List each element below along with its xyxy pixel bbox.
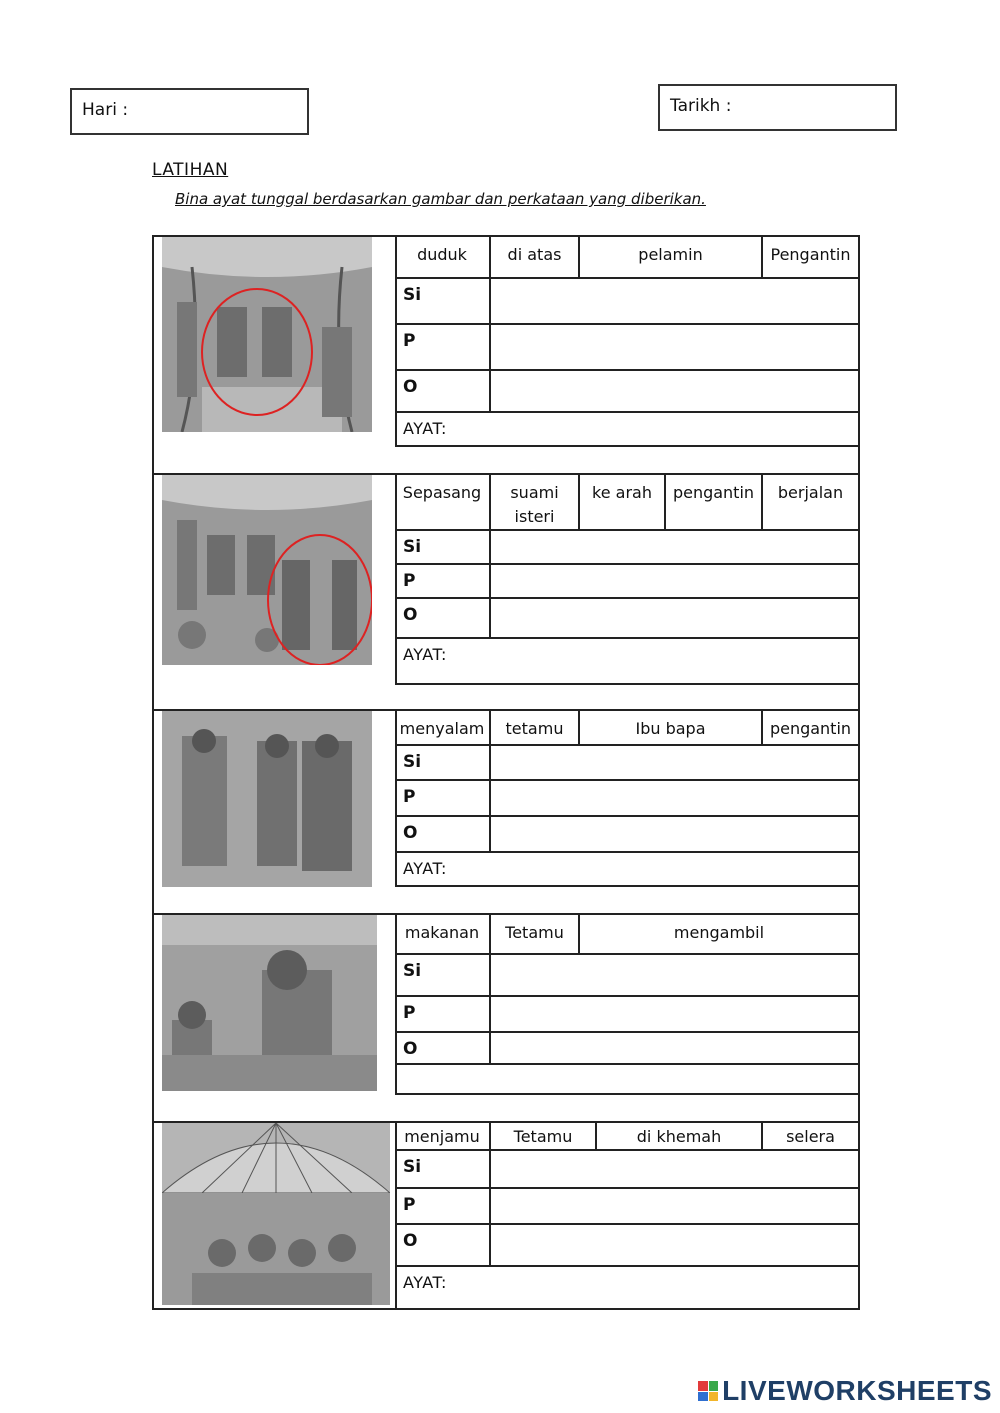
word-chip[interactable]: berjalan <box>777 483 844 502</box>
word-chip[interactable]: makanan <box>395 915 491 953</box>
p-row <box>395 781 858 817</box>
ayat-row[interactable] <box>395 1267 858 1310</box>
logo-icon <box>698 1381 718 1401</box>
p-answer-field[interactable] <box>491 1189 858 1223</box>
o-label: O <box>395 1033 491 1063</box>
p-row <box>395 565 858 599</box>
word-chip[interactable]: Tetamu <box>491 1123 597 1149</box>
si-label: Si <box>395 531 491 563</box>
picture-taking-food <box>162 915 377 1091</box>
o-answer-field[interactable] <box>491 1225 858 1265</box>
ayat-label: AYAT: <box>403 1273 447 1292</box>
si-answer-field[interactable] <box>491 1151 858 1187</box>
o-answer-field[interactable] <box>491 817 858 851</box>
si-answer-field[interactable] <box>491 955 858 995</box>
o-answer-field[interactable] <box>491 1033 858 1063</box>
hari-label: Hari : <box>82 100 129 120</box>
p-row <box>395 1189 858 1225</box>
word-chip[interactable]: Ibu bapa <box>580 711 763 744</box>
ayat-row[interactable] <box>395 853 858 887</box>
word-chip[interactable]: pelamin <box>580 237 763 277</box>
o-row <box>395 1225 858 1267</box>
word-chip[interactable]: selera <box>786 1127 835 1146</box>
exercise-5 <box>154 1123 858 1310</box>
o-label: O <box>395 371 491 411</box>
ayat-label: AYAT: <box>403 419 447 438</box>
word-chip[interactable]: suami isteri <box>491 475 580 529</box>
o-label: O <box>395 599 491 637</box>
ayat-row[interactable] <box>395 1065 858 1095</box>
word-chip[interactable]: di khemah <box>597 1123 763 1149</box>
picture-handshake <box>162 711 372 887</box>
si-row <box>395 955 858 997</box>
si-label: Si <box>395 955 491 995</box>
word-bank-row <box>395 711 858 746</box>
o-answer-field[interactable] <box>491 371 858 411</box>
si-label: Si <box>395 1151 491 1187</box>
exercise-4 <box>154 915 858 1095</box>
word-bank-row <box>395 915 858 955</box>
si-row <box>395 531 858 565</box>
p-answer-field[interactable] <box>491 565 858 597</box>
separator-row <box>154 1095 858 1123</box>
picture-tent-feast <box>162 1123 390 1305</box>
word-bank-row <box>395 1123 858 1151</box>
si-label: Si <box>395 279 491 323</box>
si-row <box>395 279 858 325</box>
o-row <box>395 817 858 853</box>
instruction-text: Bina ayat tunggal berdasarkan gambar dan perkataan yang diberikan. <box>175 190 706 208</box>
si-label: Si <box>395 746 491 779</box>
worksheet-table <box>152 235 860 1310</box>
o-row <box>395 1033 858 1065</box>
p-answer-field[interactable] <box>491 781 858 815</box>
word-bank-row <box>395 237 858 279</box>
word-chip[interactable]: mengambil <box>673 923 765 942</box>
word-chip[interactable]: duduk <box>395 237 491 277</box>
ayat-label: AYAT: <box>403 645 447 664</box>
word-chip[interactable]: di atas <box>491 237 580 277</box>
ayat-label: AYAT: <box>403 859 447 878</box>
exercise-2 <box>154 475 858 685</box>
o-row <box>395 371 858 413</box>
page-title: LATIHAN <box>152 160 229 180</box>
si-answer-field[interactable] <box>491 279 858 323</box>
word-bank-row <box>395 475 858 531</box>
liveworksheets-logo[interactable] <box>698 1373 992 1409</box>
si-answer-field[interactable] <box>491 746 858 779</box>
exercise-3 <box>154 711 858 887</box>
ayat-row[interactable] <box>395 639 858 685</box>
hari-field[interactable] <box>70 88 309 135</box>
separator-row <box>154 685 858 711</box>
p-label: P <box>395 997 491 1031</box>
o-answer-field[interactable] <box>491 599 858 637</box>
separator-row <box>154 887 858 915</box>
p-label: P <box>395 1189 491 1223</box>
p-label: P <box>395 565 491 597</box>
brand-name: LIVEWORKSHEETS <box>722 1375 992 1406</box>
si-row <box>395 746 858 781</box>
o-row <box>395 599 858 639</box>
p-label: P <box>395 325 491 369</box>
o-label: O <box>395 1225 491 1265</box>
p-label: P <box>395 781 491 815</box>
p-answer-field[interactable] <box>491 997 858 1031</box>
word-chip[interactable]: menjamu <box>395 1123 491 1149</box>
si-answer-field[interactable] <box>491 531 858 563</box>
tarikh-label: Tarikh : <box>670 96 732 116</box>
word-chip[interactable]: tetamu <box>491 711 580 744</box>
word-chip[interactable]: Sepasang <box>395 475 491 529</box>
ayat-row[interactable] <box>395 413 858 447</box>
word-chip[interactable]: Tetamu <box>491 915 580 953</box>
p-answer-field[interactable] <box>491 325 858 369</box>
p-row <box>395 997 858 1033</box>
word-chip[interactable]: menyalam <box>395 711 491 744</box>
exercise-1 <box>154 237 858 447</box>
si-row <box>395 1151 858 1189</box>
word-chip[interactable]: Pengantin <box>770 245 851 264</box>
word-chip[interactable]: pengantin <box>769 719 852 738</box>
word-chip[interactable]: ke arah <box>580 475 666 529</box>
o-label: O <box>395 817 491 851</box>
tarikh-field[interactable] <box>658 84 897 131</box>
picture-couple-walking <box>162 475 372 665</box>
word-chip[interactable]: pengantin <box>666 475 763 529</box>
separator-row <box>154 447 858 475</box>
p-row <box>395 325 858 371</box>
picture-wedding-dais <box>162 237 372 432</box>
